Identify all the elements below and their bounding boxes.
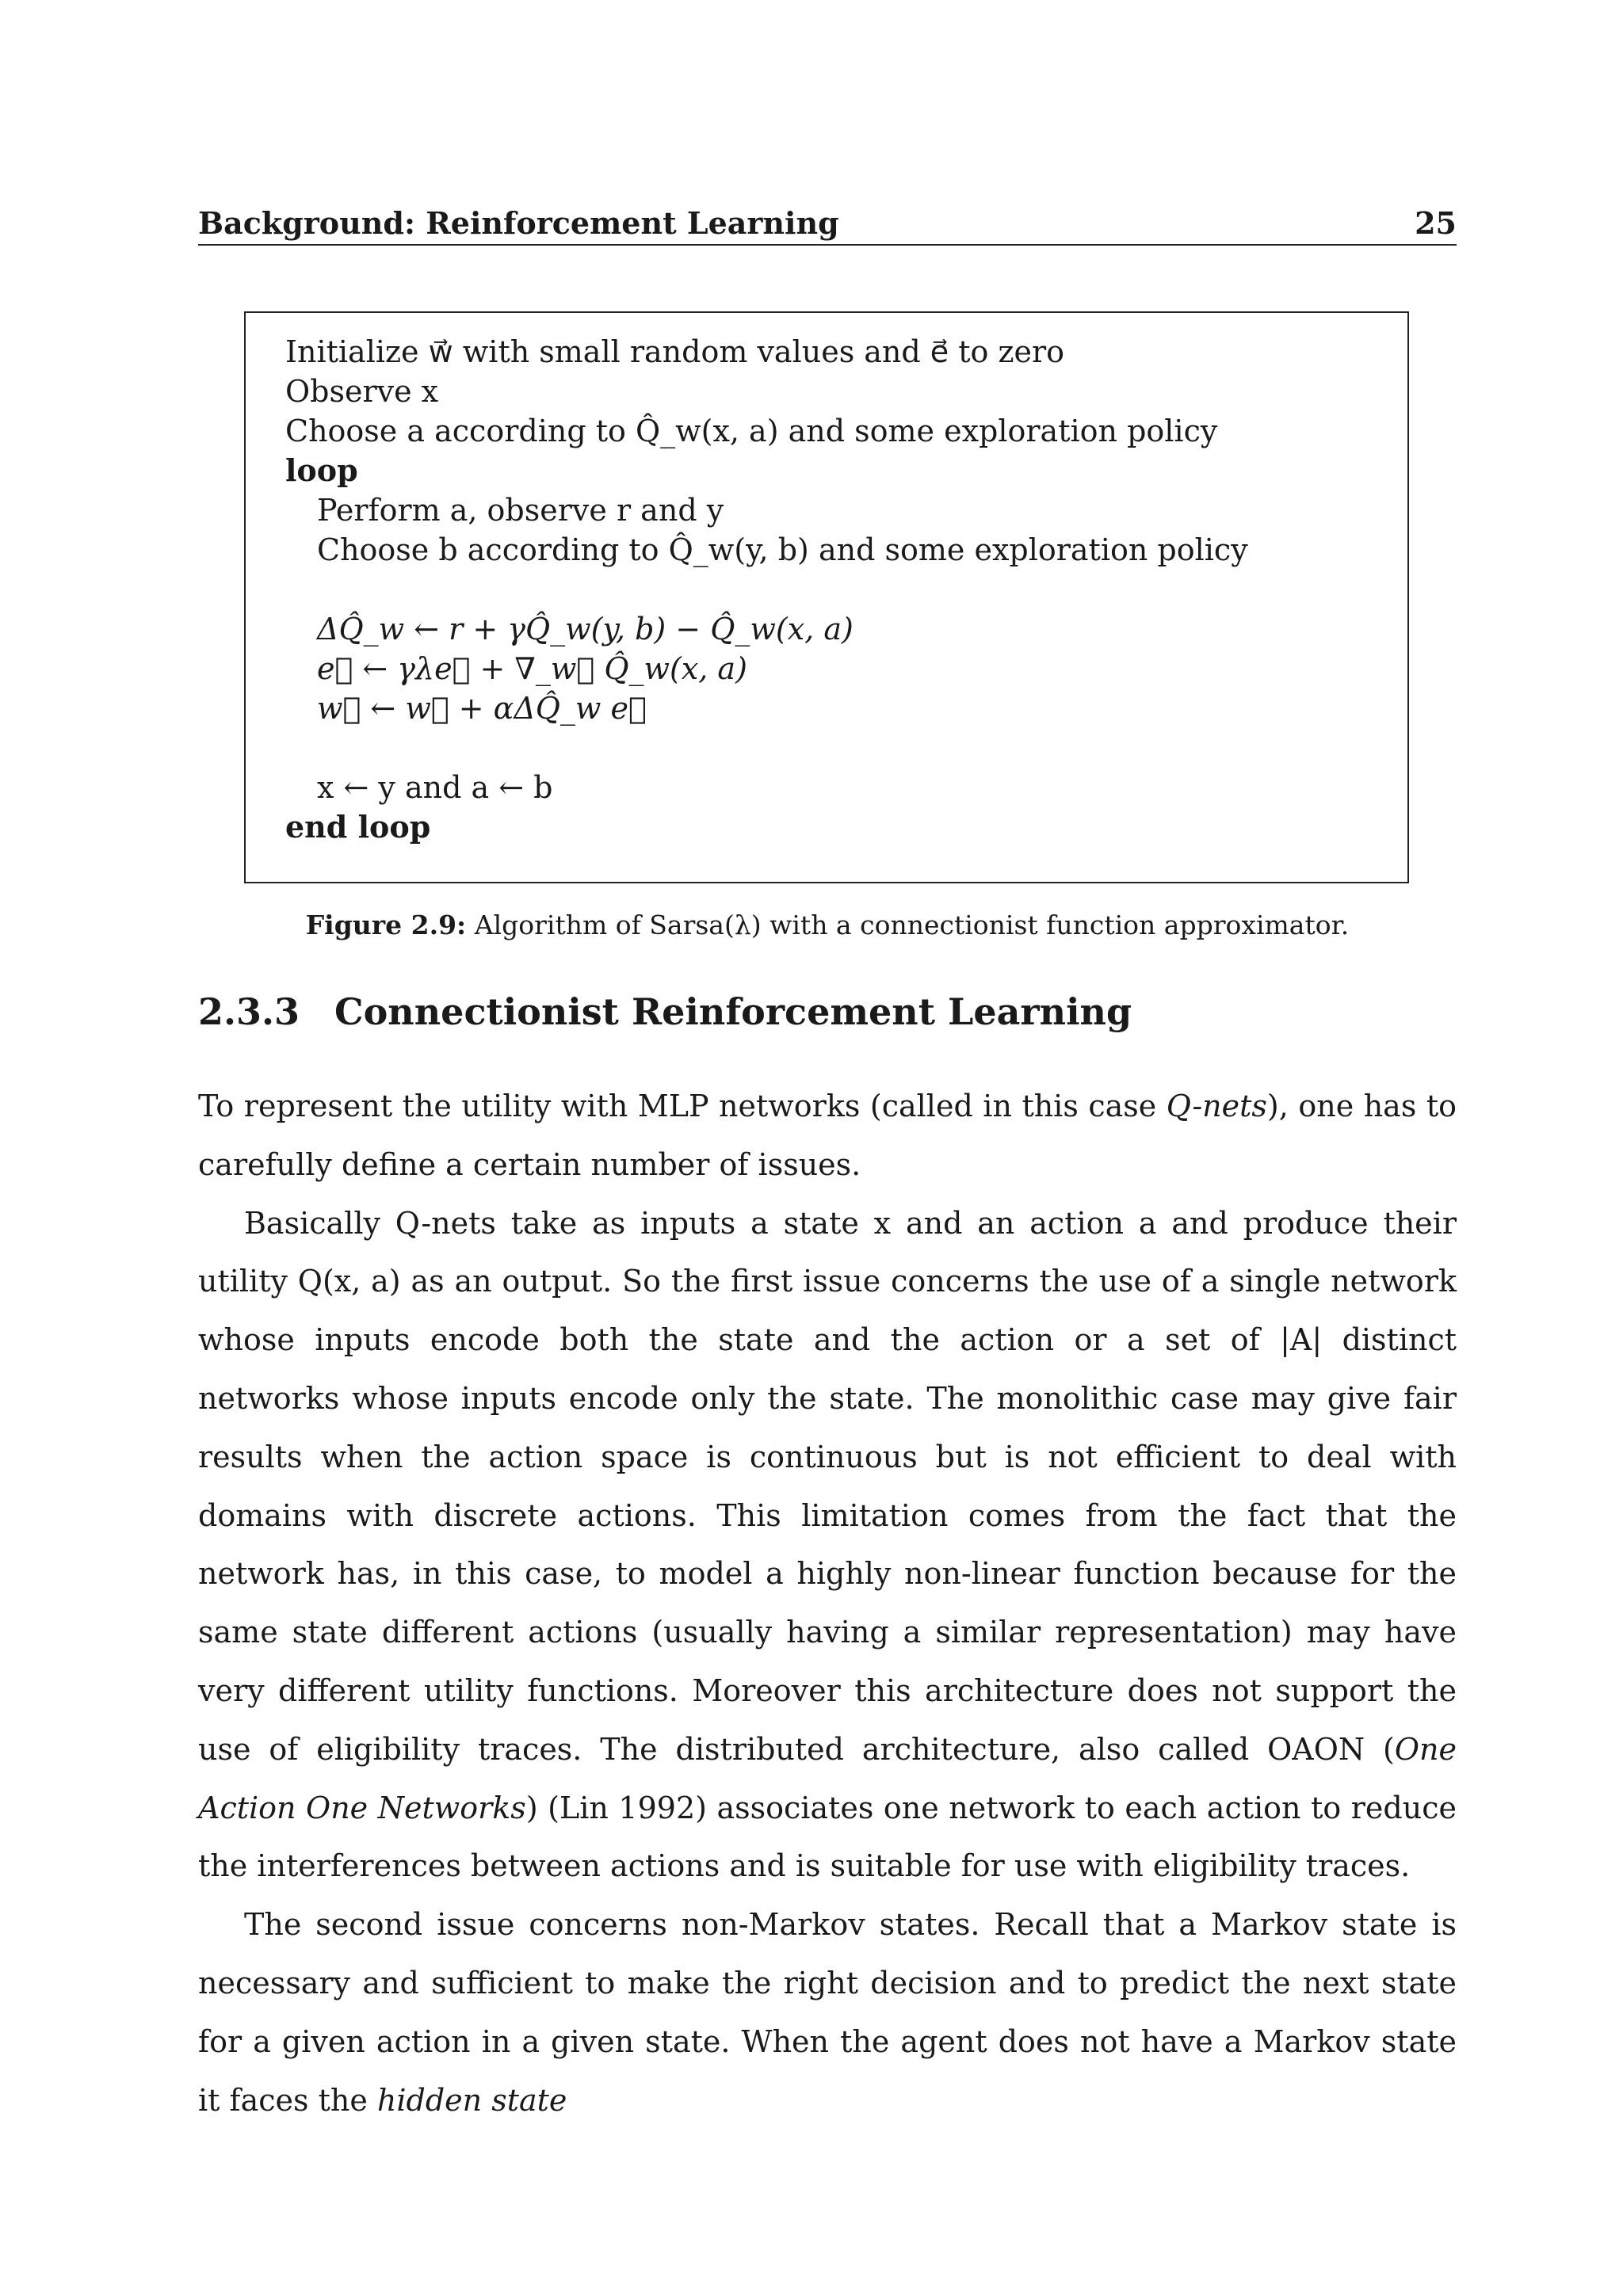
paragraph-2-text-a: Basically Q-nets take as inputs a state x and an action a and produce their utility Q(x, a) as an output. So the first issue concerns the use of a single network whose inputs encode both the state and the action or a set of |A| distinct networks whose inputs encode only the state. The monolithic case may give fair results when the action space is continuous but is not efficient to deal with domains with discrete actions. This limitation comes from the fact that the network has, in this case, to model a highly non-linear function because for the same state different actions (usually having a similar representation) may have very different utility functions. Moreover this architecture does not support the use of eligibility traces. The distributed architecture, also called OAON ( <box>198 1205 1457 1767</box>
paragraph-3 <box>198 1896 1457 2130</box>
algo-line-init: Initialize w⃗ with small random values and e⃗ to zero <box>285 334 1065 369</box>
section-title: Connectionist Reinforcement Learning <box>334 990 1132 1033</box>
algo-keyword-loop: loop <box>285 452 358 488</box>
algo-line-perform: Perform a, observe r and y <box>317 493 724 528</box>
paragraph-2-emphasis: One Action One Networks <box>198 1731 1457 1825</box>
algo-line-choose-b: Choose b according to Q̂_w(y, b) and some exploration policy <box>317 532 1248 567</box>
algo-line-observe: Observe x <box>285 374 439 409</box>
body-text <box>198 1077 1457 2130</box>
paragraph-1-text-b: ), one has to carefully define a certain number of issues. <box>198 1089 1457 1182</box>
algo-line-e-update: e⃗ ← γλe⃗ + ∇_w⃗ Q̂_w(x, a) <box>317 651 747 686</box>
algo-line-shift: x ← y and a ← b <box>317 770 553 805</box>
running-header <box>198 203 1457 246</box>
paragraph-2-text-b: ) (Lin 1992) associates one network to each action to reduce the interferences between actions and is suitable for use with eligibility traces. <box>198 1790 1457 1884</box>
algo-keyword-end-loop: end loop <box>285 809 431 845</box>
figure-label: Figure 2.9: <box>305 910 467 940</box>
algo-line-w-update: w⃗ ← w⃗ + αΔQ̂_w e⃗ <box>317 691 647 726</box>
paragraph-2 <box>198 1195 1457 1897</box>
paragraph-3-text-a: The second issue concerns non-Markov states. Recall that a Markov state is necessary and sufficient to make the right decision and to predict the next state for a given action in a given state. When the agent does not have a Markov state it faces the <box>198 1907 1457 2118</box>
paragraph-3-emphasis: hidden state <box>376 2082 567 2118</box>
algorithm-box <box>244 311 1409 883</box>
paragraph-1 <box>198 1077 1457 1195</box>
figure-caption <box>198 910 1457 940</box>
section-number: 2.3.3 <box>198 990 300 1033</box>
algo-line-delta-q: ΔQ̂_w ← r + γQ̂_w(y, b) − Q̂_w(x, a) <box>317 612 854 646</box>
paragraph-1-text-a: To represent the utility with MLP networks (called in this case <box>198 1089 1167 1123</box>
paragraph-1-emphasis: Q-nets <box>1166 1089 1267 1123</box>
algo-spacer <box>285 570 1407 609</box>
algo-spacer <box>285 728 1407 768</box>
page-number: 25 <box>1415 205 1457 241</box>
algo-line-choose-a: Choose a according to Q̂_w(x, a) and some exploration policy <box>285 414 1218 448</box>
figure-caption-text: Algorithm of Sarsa(λ) with a connectionist function approximator. <box>474 910 1350 940</box>
section-heading <box>198 990 1132 1033</box>
running-title: Background: Reinforcement Learning <box>198 205 839 241</box>
